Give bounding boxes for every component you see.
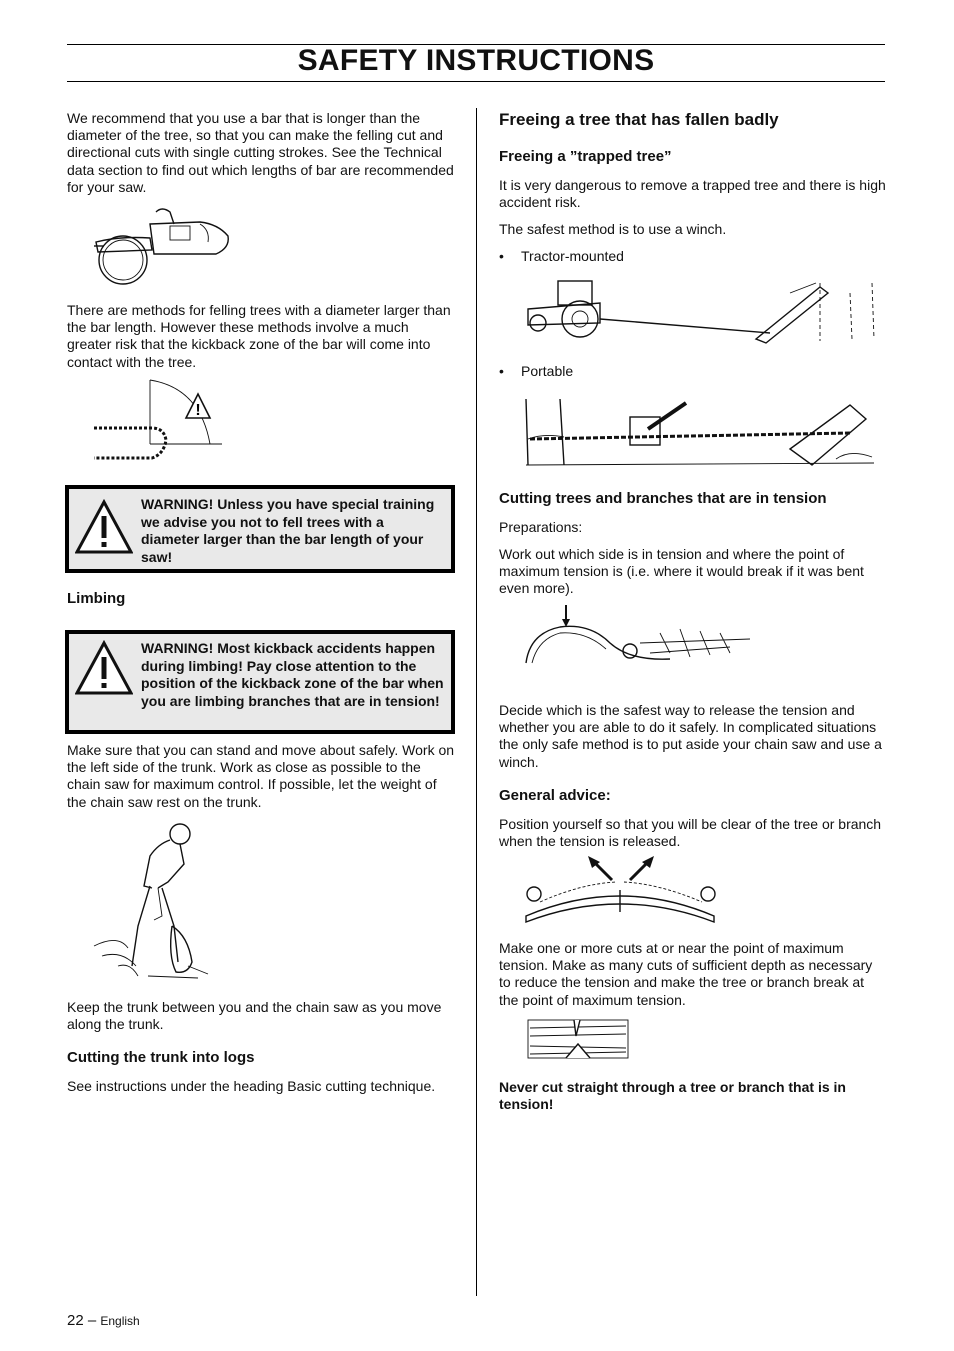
- warning-icon: [75, 499, 133, 557]
- danger-paragraph: It is very dangerous to remove a trapped tree and there is high accident risk.: [499, 177, 886, 211]
- footer-language: English: [100, 1314, 140, 1328]
- tension-cut-illustration: [526, 1016, 630, 1062]
- position-paragraph: Position yourself so that you will be clear of the tree or branch when the tension is released.: [499, 816, 882, 850]
- logs-paragraph: See instructions under the heading Basic cutting technique.: [67, 1078, 436, 1094]
- svg-text:!: !: [195, 402, 201, 419]
- keep-paragraph: Keep the trunk between you and the chain saw as you move along the trunk.: [67, 999, 442, 1033]
- logs-heading: Cutting the trunk into logs: [67, 1049, 255, 1066]
- limbing-heading: Limbing: [67, 590, 126, 607]
- preparations-paragraph: Preparations:: [499, 519, 583, 535]
- bullet-label: Portable: [521, 363, 574, 379]
- release-position-illustration: [520, 856, 720, 926]
- portable-winch-illustration: [520, 399, 880, 469]
- bullet-label: Tractor-mounted: [521, 248, 624, 264]
- chainsaw-tree-illustration: [90, 202, 235, 288]
- never-cut-paragraph: Never cut straight through a tree or branch that is in tension!: [499, 1079, 846, 1113]
- warning-box-large-trees: [65, 485, 455, 573]
- warning-icon: [75, 640, 133, 698]
- header-rule-bottom: [67, 81, 885, 82]
- warning-box-kickback: [65, 630, 455, 734]
- decide-paragraph: Decide which is the safest way to release the tension and whether you are able to do it safely. In complicated situations the only safe method is to put aside your chain saw and use a winch.: [499, 702, 882, 770]
- intro-paragraph: We recommend that you use a bar that is longer than the diameter of the tree, so that you can make the felling cut and directional cuts with single cutting strokes. See the Technical data section to find out which lengths of bar are recommended for your saw.: [67, 110, 454, 195]
- limbing-person-illustration: [88, 816, 218, 982]
- branch-tension-illustration: [520, 603, 760, 685]
- tension-heading: Cutting trees and branches that are in tension: [499, 490, 827, 507]
- warning-text: WARNING! Most kickback accidents happen during limbing! Pay close attention to the position of the kickback zone of the bar when you are limbing branches that are in tension!: [141, 640, 444, 709]
- freeing-heading: Freeing a tree that has fallen badly: [499, 110, 779, 129]
- advice-heading: General advice:: [499, 787, 611, 804]
- stand-paragraph: Make sure that you can stand and move about safely. Work on the left side of the trunk. Work as close as possible to the chain saw for maximum control. If possible, let the weight of the chain saw rest on the trunk.: [67, 742, 455, 810]
- trapped-tree-heading: Freeing a ”trapped tree”: [499, 148, 672, 165]
- workout-paragraph: Work out which side is in tension and where the point of maximum tension is (i.e. where it would break if it was bent even more).: [499, 546, 864, 597]
- tractor-winch-illustration: [520, 273, 880, 345]
- page-title: SAFETY INSTRUCTIONS: [297, 44, 655, 77]
- column-divider: [476, 108, 477, 1296]
- page-footer: [67, 1312, 140, 1329]
- warning-text: WARNING! Unless you have special training we advise you not to fell trees with a diameter larger than the bar length of your saw!: [141, 496, 435, 565]
- footer-dash: –: [83, 1312, 101, 1329]
- cuts-paragraph: Make one or more cuts at or near the point of maximum tension. Make as many cuts of sufficient depth as necessary to reduce the tension and make the tree or branch break at the point of maximum tension.: [499, 940, 873, 1008]
- page-number: 22: [67, 1312, 84, 1329]
- methods-paragraph: There are methods for felling trees with a diameter larger than the bar length. However these methods involve a much greater risk that the kickback zone of the bar will come into contact with the tree.: [67, 302, 451, 370]
- safest-paragraph: The safest method is to use a winch.: [499, 221, 727, 237]
- kickback-zone-illustration: [90, 378, 225, 466]
